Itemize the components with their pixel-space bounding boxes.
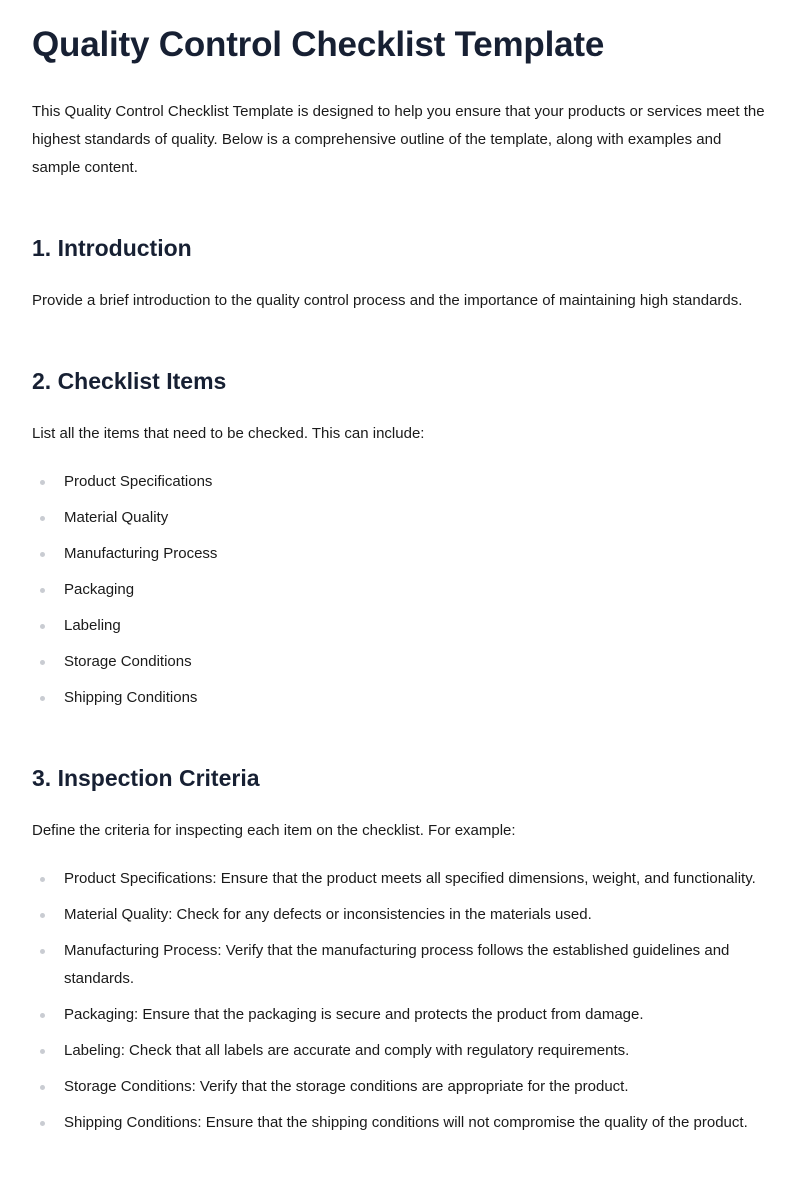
bullet-icon [40, 696, 45, 701]
list-item-text: Labeling: Check that all labels are accurate and comply with regulatory requirements. [64, 1042, 630, 1059]
section-heading: 1. Introduction [32, 235, 192, 261]
list-item [32, 612, 768, 640]
inspection-criteria-list [32, 865, 768, 1137]
bullet-icon [40, 1121, 45, 1126]
list-item [32, 576, 768, 604]
bullet-icon [40, 1013, 45, 1018]
list-item-text: Product Specifications [64, 473, 213, 490]
list-item [32, 901, 768, 929]
list-item-text: Packaging [64, 581, 135, 598]
section-checklist-items [32, 366, 768, 712]
section-heading: 2. Checklist Items [32, 368, 227, 394]
section-inspection-criteria [32, 763, 768, 1137]
bullet-icon [40, 1085, 45, 1090]
section-heading: 3. Inspection Criteria [32, 765, 260, 791]
list-item [32, 504, 768, 532]
section-introduction [32, 233, 768, 315]
bullet-icon [40, 877, 45, 882]
list-item [32, 468, 768, 496]
list-item [32, 1037, 768, 1065]
list-item [32, 1073, 768, 1101]
list-item [32, 937, 768, 993]
list-item [32, 1109, 768, 1137]
list-item [32, 684, 768, 712]
list-item-text: Storage Conditions [64, 653, 192, 670]
section-paragraph: List all the items that need to be checked. This can include: [32, 425, 425, 442]
bullet-icon [40, 588, 45, 593]
list-item-text: Material Quality: Check for any defects or inconsistencies in the materials used. [64, 906, 592, 923]
bullet-icon [40, 913, 45, 918]
list-item-text: Material Quality [64, 509, 169, 526]
page-title: Quality Control Checklist Template [32, 25, 605, 64]
list-item [32, 540, 768, 568]
checklist-items-list [32, 468, 768, 712]
bullet-icon [40, 480, 45, 485]
bullet-icon [40, 624, 45, 629]
list-item-text: Shipping Conditions: Ensure that the shipping conditions will not compromise the quality of the product. [64, 1114, 748, 1131]
bullet-icon [40, 1049, 45, 1054]
list-item-text: Shipping Conditions [64, 689, 198, 706]
bullet-icon [40, 516, 45, 521]
bullet-icon [40, 949, 45, 954]
bullet-icon [40, 660, 45, 665]
list-item-text: Manufacturing Process: Verify that the manufacturing process follows the established guidelines and standards. [64, 942, 730, 987]
list-item [32, 1001, 768, 1029]
list-item-text: Storage Conditions: Verify that the storage conditions are appropriate for the product. [64, 1078, 629, 1095]
section-paragraph: Define the criteria for inspecting each item on the checklist. For example: [32, 822, 516, 839]
list-item [32, 648, 768, 676]
list-item-text: Manufacturing Process [64, 545, 218, 562]
bullet-icon [40, 552, 45, 557]
list-item [32, 865, 768, 893]
list-item-text: Packaging: Ensure that the packaging is secure and protects the product from damage. [64, 1006, 644, 1023]
section-paragraph: Provide a brief introduction to the quality control process and the importance of maintaining high standards. [32, 292, 743, 309]
list-item-text: Labeling [64, 617, 121, 634]
intro-paragraph: This Quality Control Checklist Template is designed to help you ensure that your products or services meet the highest standards of quality. Below is a comprehensive outline of the template, along with examples and sample content. [32, 103, 765, 176]
list-item-text: Product Specifications: Ensure that the product meets all specified dimensions, weight, and functionality. [64, 870, 756, 887]
